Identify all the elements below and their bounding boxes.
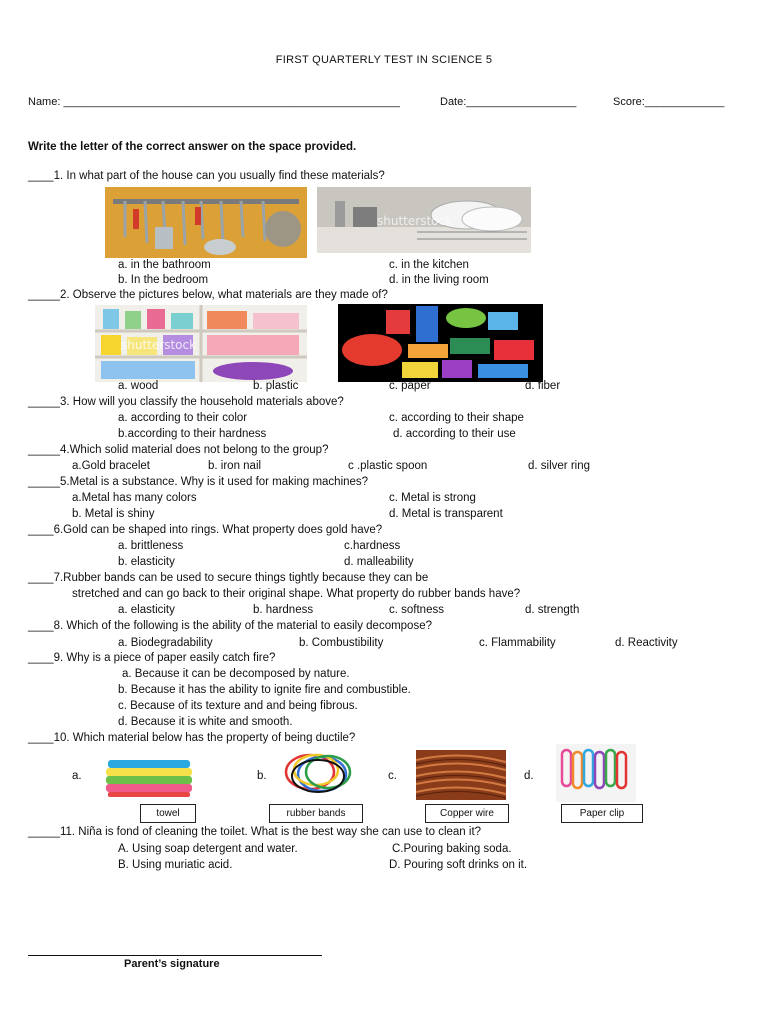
name-field[interactable]: Name: _______________________________________________________ — [28, 96, 400, 108]
dish-rack-image — [317, 187, 531, 253]
q10-label-towel: towel — [140, 804, 196, 823]
question-7-continued: stretched and can go back to their original shape. What property do rubber bands have? — [72, 588, 521, 600]
q6-option-c: c.hardness — [344, 540, 401, 552]
paper-clip-image — [556, 744, 636, 802]
signature-line[interactable] — [28, 955, 322, 956]
svg-text:shutterstock: shutterstock — [121, 338, 197, 352]
q7-option-b: b. hardness — [253, 604, 314, 616]
q1-option-a: a. in the bathroom — [118, 259, 211, 271]
question-10: ____10. Which material below has the property of being ductile? — [28, 732, 356, 744]
q5-option-a: a.Metal has many colors — [72, 492, 197, 504]
question-8: ____8. Which of the following is the ability of the material to easily decompose? — [28, 620, 432, 632]
plastic-containers-shelf-image — [95, 305, 307, 382]
q7-option-c: c. softness — [389, 604, 444, 616]
q8-option-b: b. Combustibility — [299, 637, 384, 649]
q8-option-d: d. Reactivity — [615, 637, 678, 649]
q11-option-b: B. Using muriatic acid. — [118, 859, 233, 871]
q10-letter-c: c. — [388, 770, 397, 782]
q4-option-b: b. iron nail — [208, 460, 262, 472]
q1-option-b: b. In the bedroom — [118, 274, 209, 286]
svg-text:shutterstock: shutterstock — [377, 214, 453, 228]
q9-option-b: b. Because it has the ability to ignite fire and combustible. — [118, 684, 411, 696]
q8-option-a: a. Biodegradability — [118, 637, 213, 649]
q1-option-c: c. in the kitchen — [389, 259, 469, 271]
q4-option-a: a.Gold bracelet — [72, 460, 150, 472]
q11-option-d: D. Pouring soft drinks on it. — [389, 859, 528, 871]
q10-label-paper-clip: Paper clip — [561, 804, 643, 823]
q6-option-d: d. malleability — [344, 556, 414, 568]
q9-option-d: d. Because it is white and smooth. — [118, 716, 293, 728]
question-2: _____2. Observe the pictures below, what materials are they made of? — [28, 289, 388, 301]
q3-option-c: c. according to their shape — [389, 412, 524, 424]
question-3: _____3. How will you classify the household materials above? — [28, 396, 344, 408]
kitchen-utensils-image — [105, 187, 307, 258]
question-5: _____5.Metal is a substance. Why is it used for making machines? — [28, 476, 369, 488]
question-4: _____4.Which solid material does not belong to the group? — [28, 444, 329, 456]
q8-option-c: c. Flammability — [479, 637, 556, 649]
q2-option-a: a. wood — [118, 380, 159, 392]
instruction: Write the letter of the correct answer on the space provided. — [28, 141, 357, 153]
date-field[interactable]: Date:__________________ — [440, 96, 577, 108]
q4-option-c: c .plastic spoon — [348, 460, 428, 472]
q10-label-rubber-bands: rubber bands — [269, 804, 363, 823]
q5-option-d: d. Metal is transparent — [389, 508, 503, 520]
test-title: FIRST QUARTERLY TEST IN SCIENCE 5 — [275, 54, 493, 66]
question-9: ____9. Why is a piece of paper easily catch fire? — [28, 652, 276, 664]
parent-signature-label: Parent’s signature — [124, 958, 220, 970]
q2-option-c: c. paper — [389, 380, 431, 392]
q1-option-d: d. in the living room — [389, 274, 489, 286]
plastic-items-image — [338, 304, 543, 382]
q5-option-c: c. Metal is strong — [389, 492, 476, 504]
question-11: _____11. Niña is fond of cleaning the toilet. What is the best way she can use to clean it? — [28, 826, 482, 838]
q9-option-a: a. Because it can be decomposed by nature. — [122, 668, 350, 680]
q11-option-a: A. Using soap detergent and water. — [118, 843, 298, 855]
rubber-bands-image — [280, 750, 358, 796]
q3-option-d: d. according to their use — [393, 428, 516, 440]
towel-image — [104, 756, 194, 798]
q6-option-b: b. elasticity — [118, 556, 175, 568]
q4-option-d: d. silver ring — [528, 460, 590, 472]
q10-label-copper-wire: Copper wire — [425, 804, 509, 823]
q10-letter-b: b. — [257, 770, 267, 782]
q5-option-b: b. Metal is shiny — [72, 508, 155, 520]
q11-option-c: C.Pouring baking soda. — [392, 843, 512, 855]
q2-option-b: b. plastic — [253, 380, 299, 392]
q6-option-a: a. brittleness — [118, 540, 184, 552]
score-field[interactable]: Score:_____________ — [613, 96, 725, 108]
q3-option-b: b.according to their hardness — [118, 428, 267, 440]
copper-wire-image — [416, 750, 506, 800]
q2-option-d: d. fiber — [525, 380, 561, 392]
q3-option-a: a. according to their color — [118, 412, 248, 424]
q7-option-a: a. elasticity — [118, 604, 175, 616]
q10-letter-d: d. — [524, 770, 534, 782]
question-7: ____7.Rubber bands can be used to secure things tightly because they can be — [28, 572, 429, 584]
q9-option-c: c. Because of its texture and and being fibrous. — [118, 700, 358, 712]
q7-option-d: d. strength — [525, 604, 580, 616]
q10-letter-a: a. — [72, 770, 82, 782]
question-6: ____6.Gold can be shaped into rings. What property does gold have? — [28, 524, 383, 536]
question-1: ____1. In what part of the house can you usually find these materials? — [28, 170, 385, 182]
